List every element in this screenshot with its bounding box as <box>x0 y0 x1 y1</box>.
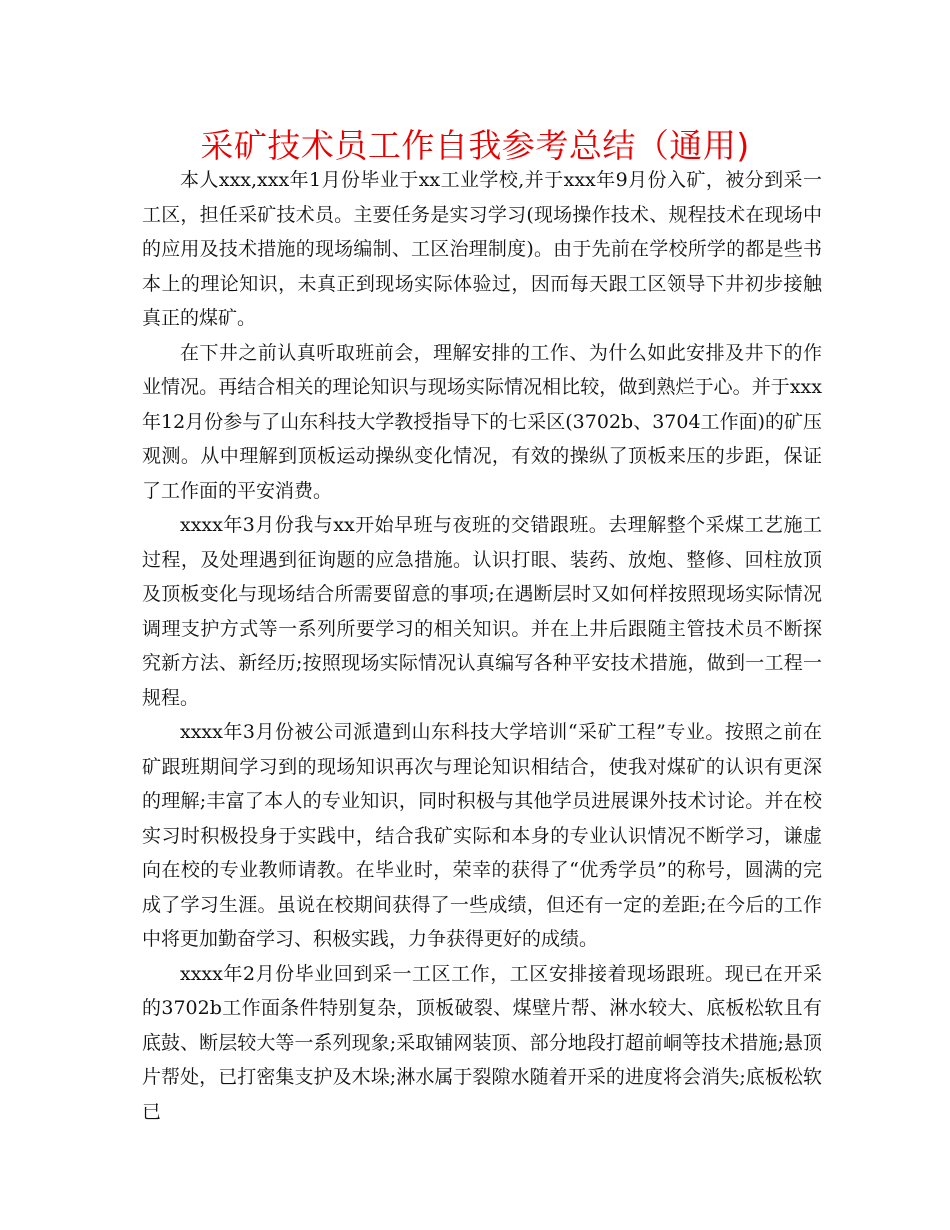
paragraph: 在下井之前认真听取班前会，理解安排的工作、为什么如此安排及井下的作业情况。再结合相关的理论知识与现场实际情况相比较，做到熟烂于心。并于xxx年12月份参与了山东科技大学教授指导下的七采区(3702b、3704工作面)的矿压观测。从中理解到顶板运动操纵变化情况，有效的操纵了顶板来压的步距，保证了工作面的平安消费。 <box>142 341 822 502</box>
paragraph: 本人xxx,xxx年1月份毕业于xx工业学校,并于xxx年9月份入矿，被分到采一工区，担任采矿技术员。主要任务是实习学习(现场操作技术、规程技术在现场中的应用及技术措施的现场编制、工区治理制度)。由于先前在学校所学的都是些书本上的理论知识，未真正到现场实际体验过，因而每天跟工区领导下井初步接触真正的煤矿。 <box>142 169 822 329</box>
paragraph: xxxx年3月份我与xx开始早班与夜班的交错跟班。去理解整个采煤工艺施工过程，及处理遇到征询题的应急措施。认识打眼、装药、放炮、整修、回柱放顶及顶板变化与现场结合所需要留意的事项;在遇断层时又如何样按照现场实际情况调理支护方式等一系列所要学习的相关知识。并在上井后跟随主管技术员不断探究新方法、新经历;按照现场实际情况认真编写各种平安技术措施，做到一工程一规程。 <box>142 514 822 709</box>
paragraph: xxxx年3月份被公司派遣到山东科技大学培训“采矿工程”专业。按照之前在矿跟班期间学习到的现场知识再次与理论知识相结合，使我对煤矿的认识有更深的理解;丰富了本人的专业知识，同时积极与其他学员进展课外技术讨论。并在校实习时积极投身于实践中，结合我矿实际和本身的专业认识情况不断学习，谦虚向在校的专业教师请教。在毕业时，荣幸的获得了“优秀学员”的称号，圆满的完成了学习生涯。虽说在校期间获得了一些成绩，但还有一定的差距;在今后的工作中将更加勤奋学习、积极实践，力争获得更好的成绩。 <box>142 721 822 950</box>
document-title: 采矿技术员工作自我参考总结（通用) <box>200 126 750 165</box>
paragraph: xxxx年2月份毕业回到采一工区工作，工区安排接着现场跟班。现已在开采的3702b工作面条件特别复杂，顶板破裂、煤壁片帮、淋水较大、底板松软且有底鼓、断层较大等一系列现象;采取铺网装顶、部分地段打超前峒等技术措施;悬顶片帮处，已打密集支护及木垛;淋水属于裂隙水随着开采的进度将会消失;底板松软已 <box>142 962 822 1123</box>
document-body <box>142 163 822 1129</box>
